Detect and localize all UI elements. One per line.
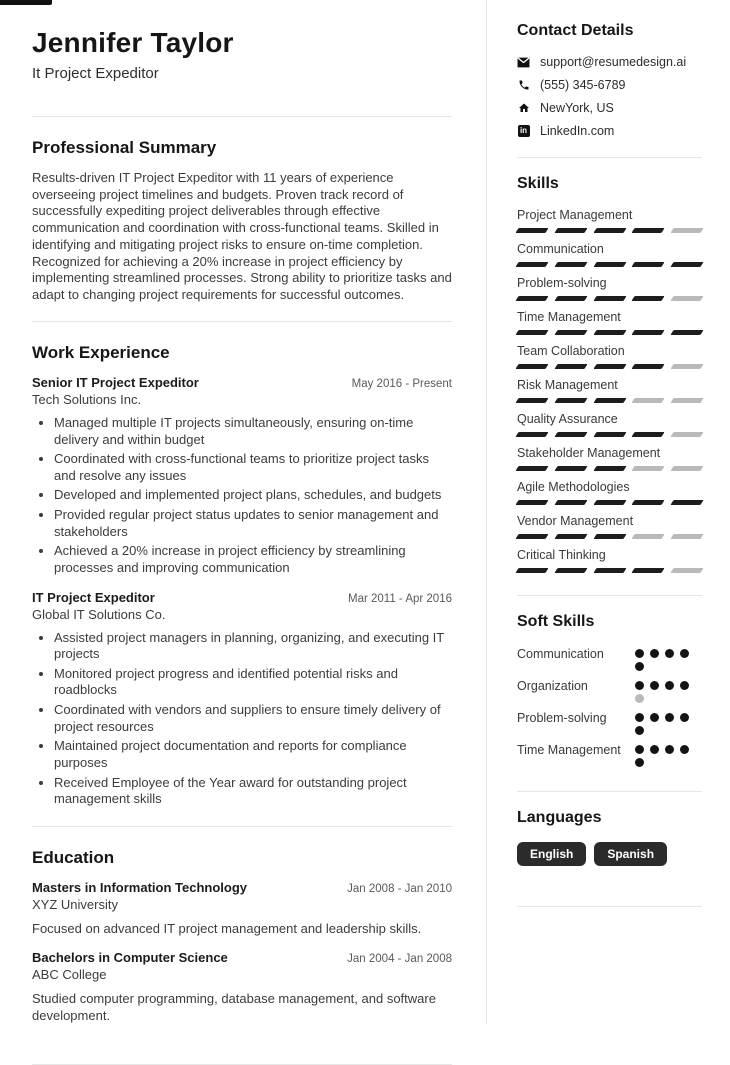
skill-bar-segment-filled	[554, 398, 587, 403]
soft-skill-name: Organization	[517, 679, 588, 693]
skill-name: Time Management	[517, 310, 621, 324]
contact-phone-text: (555) 345-6789	[540, 78, 626, 92]
skill-bar-segment-filled	[632, 364, 665, 369]
skill-rating-bar	[517, 262, 702, 267]
skill-bar-segment-filled	[593, 398, 626, 403]
skill-bar-segment-empty	[670, 466, 703, 471]
skill-bar-segment-filled	[515, 296, 548, 301]
skill-bar-segment-empty	[632, 398, 665, 403]
education-entry	[32, 950, 452, 1025]
skill-rating-bar	[517, 466, 702, 471]
skill-item	[517, 276, 702, 301]
skill-bar-segment-filled	[554, 262, 587, 267]
job-bullet: • Achieved a 20% increase in project efficiency by streamlining processes and improving communication	[54, 543, 452, 576]
skill-name: Problem-solving	[517, 276, 607, 290]
experience-heading: Work Experience	[32, 342, 170, 362]
rating-dot-filled	[665, 713, 674, 722]
soft-skill-name: Communication	[517, 647, 604, 661]
skill-item	[517, 378, 702, 403]
school-name: XYZ University	[32, 896, 118, 912]
skill-item	[517, 514, 702, 539]
skill-name: Critical Thinking	[517, 548, 606, 562]
skill-rating-bar	[517, 534, 702, 539]
skill-bar-segment-filled	[632, 500, 665, 505]
rating-dot-filled	[635, 726, 644, 735]
language-tag: English	[517, 842, 586, 866]
sidebar-divider	[517, 595, 702, 596]
skill-bar-segment-empty	[632, 466, 665, 471]
skill-bar-segment-filled	[632, 262, 665, 267]
skill-bar-segment-filled	[515, 432, 548, 437]
soft-skill-item	[517, 646, 702, 671]
skill-bar-segment-filled	[632, 228, 665, 233]
education-entry	[32, 880, 452, 938]
rating-dot-filled	[635, 681, 644, 690]
rating-dot-filled	[665, 681, 674, 690]
skill-name: Communication	[517, 242, 604, 256]
degree-title: Masters in Information Technology	[32, 879, 248, 895]
skill-bar-segment-filled	[515, 228, 548, 233]
person-job-title: It Project Expeditor	[32, 64, 159, 82]
skill-bar-segment-filled	[593, 330, 626, 335]
skill-bar-segment-filled	[593, 296, 626, 301]
skill-bar-segment-empty	[670, 534, 703, 539]
job-entry	[32, 590, 452, 808]
job-header	[32, 590, 452, 605]
rating-dot-filled	[635, 662, 644, 671]
skill-bar-segment-filled	[515, 534, 548, 539]
summary-text: Results-driven IT Project Expeditor with 11 years of experience overseeing project timelines and budgets. Proven track record of successfully expediting project deliverables through effective communication and coordination with cross-functional teams. Skilled in identifying and mitigating project risks to ensure on-time completion. Recognized for achieving a 20% increase in project efficiency by implementing streamlined processes. Strong ability to prioritize tasks and adapt to changing project requirements for successful outcomes.	[32, 169, 452, 303]
skill-rating-bar	[517, 228, 702, 233]
skill-bar-segment-filled	[554, 568, 587, 573]
skill-bar-segment-filled	[554, 534, 587, 539]
job-title: IT Project Expeditor	[32, 589, 155, 605]
phone-icon	[517, 79, 530, 92]
contact-item-phone	[517, 78, 702, 92]
skill-name: Team Collaboration	[517, 344, 625, 358]
skill-bar-segment-empty	[632, 534, 665, 539]
section-divider	[32, 116, 452, 117]
job-bullet: • Assisted project managers in planning, organizing, and executing IT projects	[54, 630, 452, 663]
skill-item	[517, 446, 702, 471]
education-dates: Jan 2004 - Jan 2008	[347, 952, 452, 965]
email-icon	[517, 56, 530, 69]
job-bullet: • Maintained project documentation and reports for compliance purposes	[54, 738, 452, 771]
linkedin-icon: in	[517, 125, 530, 138]
rating-dot-filled	[650, 681, 659, 690]
rating-dot-filled	[635, 758, 644, 767]
skill-rating-bar	[517, 398, 702, 403]
rating-dot-filled	[680, 745, 689, 754]
job-bullet: • Coordinated with cross-functional teams to prioritize project tasks and resolve any issues	[54, 451, 452, 484]
sidebar-divider	[517, 791, 702, 792]
skill-bar-segment-empty	[670, 364, 703, 369]
skill-bar-segment-filled	[593, 228, 626, 233]
soft-skill-name: Problem-solving	[517, 711, 607, 725]
skill-bar-segment-empty	[670, 568, 703, 573]
skill-item	[517, 242, 702, 267]
education-description: Studied computer programming, database management, and software development.	[32, 990, 436, 1023]
language-tag: Spanish	[594, 842, 667, 866]
skill-rating-bar	[517, 364, 702, 369]
skill-bar-segment-filled	[593, 262, 626, 267]
soft-skill-item	[517, 710, 702, 735]
skill-item	[517, 480, 702, 505]
skill-name: Quality Assurance	[517, 412, 618, 426]
education-description: Focused on advanced IT project management and leadership skills.	[32, 920, 422, 936]
rating-dot-filled	[680, 681, 689, 690]
education-header	[32, 880, 452, 895]
skill-bar-segment-filled	[632, 330, 665, 335]
skill-bar-segment-filled	[670, 500, 703, 505]
job-bullet: • Coordinated with vendors and suppliers to ensure timely delivery of project resources	[54, 702, 452, 735]
contact-heading: Contact Details	[517, 22, 634, 39]
job-title: Senior IT Project Expeditor	[32, 374, 199, 390]
rating-dot-filled	[680, 649, 689, 658]
soft-skill-name: Time Management	[517, 743, 621, 757]
rating-dot-filled	[680, 713, 689, 722]
rating-dot-filled	[650, 745, 659, 754]
skill-bar-segment-filled	[593, 500, 626, 505]
skill-bar-segment-empty	[670, 398, 703, 403]
skill-bar-segment-filled	[515, 262, 548, 267]
skill-bar-segment-filled	[593, 432, 626, 437]
skill-rating-bar	[517, 296, 702, 301]
job-bullet: • Received Employee of the Year award for outstanding project management skills	[54, 775, 452, 808]
skill-bar-segment-filled	[632, 296, 665, 301]
rating-dot-filled	[635, 745, 644, 754]
contact-item-linkedin	[517, 124, 702, 138]
skill-bar-segment-filled	[515, 330, 548, 335]
skill-bar-segment-filled	[670, 262, 703, 267]
summary-heading: Professional Summary	[32, 137, 217, 157]
school-name: ABC College	[32, 966, 107, 982]
skill-item	[517, 412, 702, 437]
job-dates: Mar 2011 - Apr 2016	[348, 592, 452, 605]
section-divider	[32, 321, 452, 322]
job-bullet-list	[32, 630, 452, 808]
skill-bar-segment-filled	[593, 568, 626, 573]
skill-name: Project Management	[517, 208, 633, 222]
languages-heading: Languages	[517, 809, 602, 826]
rating-dot-filled	[650, 649, 659, 658]
skill-bar-segment-filled	[593, 466, 626, 471]
skill-bar-segment-filled	[632, 568, 665, 573]
skills-list	[517, 208, 702, 573]
soft-skill-rating-dots	[635, 710, 697, 735]
skill-bar-segment-filled	[515, 568, 548, 573]
skill-bar-segment-filled	[670, 330, 703, 335]
skill-bar-segment-filled	[593, 534, 626, 539]
skill-bar-segment-empty	[670, 228, 703, 233]
contact-location-text: NewYork, US	[540, 101, 614, 115]
skill-bar-segment-filled	[554, 228, 587, 233]
person-name: Jennifer Taylor	[32, 27, 234, 58]
skill-bar-segment-empty	[670, 432, 703, 437]
skill-name: Stakeholder Management	[517, 446, 661, 460]
home-icon	[517, 102, 530, 115]
rating-dot-filled	[665, 649, 674, 658]
skill-item	[517, 344, 702, 369]
skill-bar-segment-filled	[554, 296, 587, 301]
skill-bar-segment-filled	[515, 466, 548, 471]
skill-name: Agile Methodologies	[517, 480, 630, 494]
job-bullet-list	[32, 415, 452, 577]
skill-bar-segment-filled	[554, 500, 587, 505]
soft-skills-list	[517, 646, 702, 767]
job-bullet: • Provided regular project status updates to senior management and stakeholders	[54, 507, 452, 540]
job-entry	[32, 375, 452, 577]
job-bullet: • Managed multiple IT projects simultaneously, ensuring on-time delivery and within budget	[54, 415, 452, 448]
education-heading: Education	[32, 847, 115, 867]
sidebar-column	[487, 0, 730, 1024]
job-bullet: • Developed and implemented project plans, schedules, and budgets	[54, 487, 452, 504]
skill-bar-segment-filled	[593, 364, 626, 369]
contact-linkedin-text: LinkedIn.com	[540, 124, 615, 138]
skill-item	[517, 548, 702, 573]
skill-name: Vendor Management	[517, 514, 634, 528]
skill-bar-segment-filled	[632, 432, 665, 437]
job-dates: May 2016 - Present	[351, 377, 452, 390]
skill-name: Risk Management	[517, 378, 618, 392]
skill-bar-segment-filled	[554, 466, 587, 471]
skill-bar-segment-filled	[554, 330, 587, 335]
soft-skill-rating-dots	[635, 678, 697, 703]
contact-email-text: support@resumedesign.ai	[540, 55, 687, 69]
skill-rating-bar	[517, 330, 702, 335]
job-bullet: • Monitored project progress and identified potential risks and roadblocks	[54, 666, 452, 699]
skill-item	[517, 208, 702, 233]
section-divider	[32, 826, 452, 827]
skill-item	[517, 310, 702, 335]
rating-dot-filled	[665, 745, 674, 754]
education-header	[32, 950, 452, 965]
skill-bar-segment-filled	[515, 364, 548, 369]
languages-list	[517, 842, 702, 866]
corner-mark	[0, 0, 52, 5]
skill-bar-segment-empty	[670, 296, 703, 301]
degree-title: Bachelors in Computer Science	[32, 949, 228, 965]
contact-item-location	[517, 101, 702, 115]
skill-bar-segment-filled	[554, 432, 587, 437]
soft-skill-rating-dots	[635, 742, 697, 767]
soft-skill-item	[517, 678, 702, 703]
rating-dot-filled	[650, 713, 659, 722]
skill-rating-bar	[517, 432, 702, 437]
soft-skills-heading: Soft Skills	[517, 613, 595, 630]
skill-rating-bar	[517, 500, 702, 505]
job-company: Tech Solutions Inc.	[32, 391, 142, 407]
skill-bar-segment-filled	[554, 364, 587, 369]
rating-dot-filled	[635, 649, 644, 658]
rating-dot-filled	[635, 713, 644, 722]
skill-bar-segment-filled	[515, 398, 548, 403]
education-dates: Jan 2008 - Jan 2010	[347, 882, 452, 895]
skill-bar-segment-filled	[515, 500, 548, 505]
skills-heading: Skills	[517, 175, 559, 192]
job-company: Global IT Solutions Co.	[32, 606, 166, 622]
contact-item-email	[517, 55, 702, 69]
soft-skill-rating-dots	[635, 646, 697, 671]
rating-dot-empty	[635, 694, 644, 703]
soft-skill-item	[517, 742, 702, 767]
sidebar-divider	[517, 906, 702, 907]
sidebar-divider	[517, 157, 702, 158]
job-header	[32, 375, 452, 390]
skill-rating-bar	[517, 568, 702, 573]
